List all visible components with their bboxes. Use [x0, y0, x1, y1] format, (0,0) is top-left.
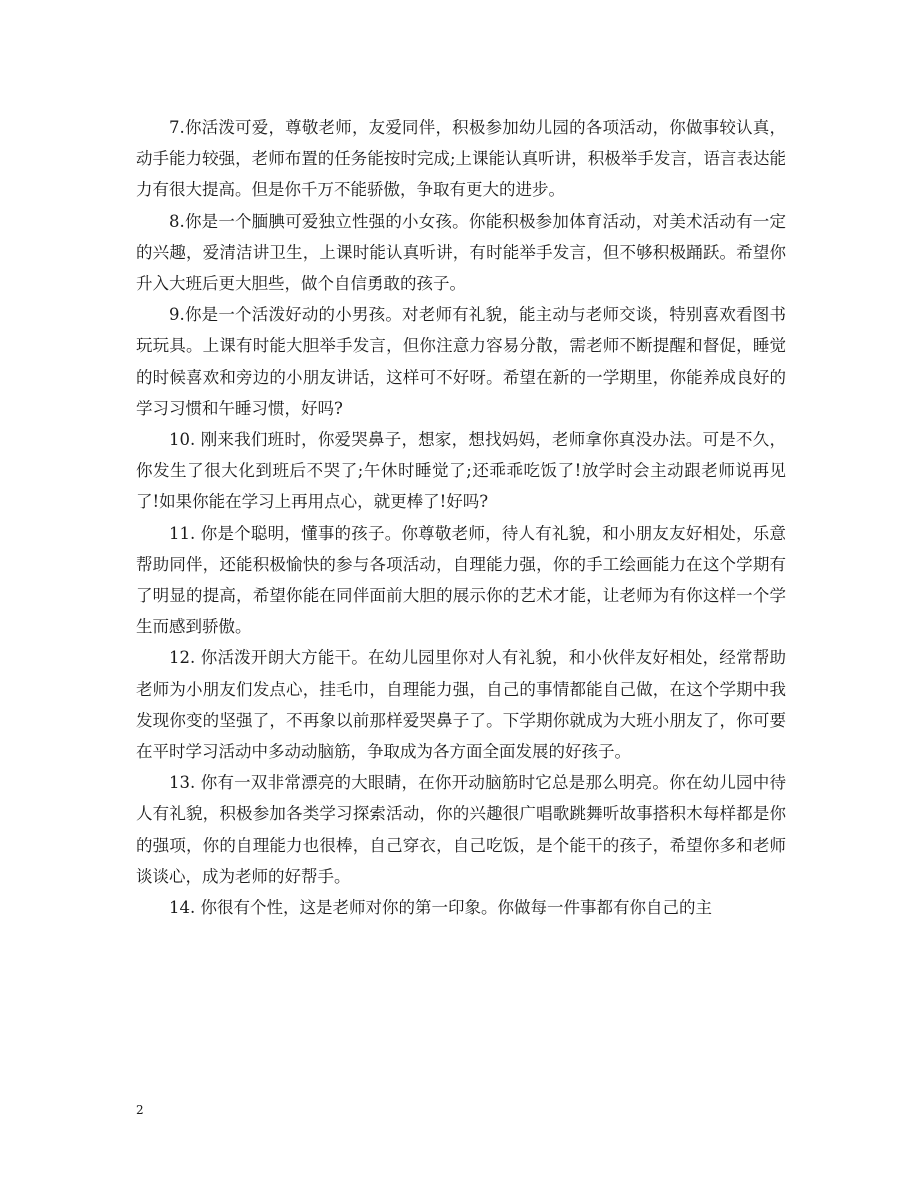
paragraph-9: 9.你是一个活泼好动的小男孩。对老师有礼貌，能主动与老师交谈，特别喜欢看图书玩玩具。上课有时能大胆举手发言，但你注意力容易分散，需老师不断提醒和督促，睡觉的时候喜欢和旁边的小朋友讲话，这样可不好呀。希望在新的一学期里，你能养成良好的学习习惯和午睡习惯，好吗?	[136, 305, 786, 418]
document-body	[136, 112, 786, 923]
paragraph-7: 7.你活泼可爱，尊敬老师，友爱同伴，积极参加幼儿园的各项活动，你做事较认真，动手能力较强，老师布置的任务能按时完成;上课能认真听讲，积极举手发言，语言表达能力有很大提高。但是你千万不能骄傲，争取有更大的进步。	[136, 118, 786, 200]
paragraph-10: 10. 刚来我们班时，你爱哭鼻子，想家，想找妈妈，老师拿你真没办法。可是不久，你发生了很大化到班后不哭了;午休时睡觉了;还乖乖吃饭了!放学时会主动跟老师说再见了!如果你能在学习上再用点心，就更棒了!好吗?	[136, 430, 786, 512]
page-number: 2	[136, 1103, 144, 1117]
paragraph-13: 13. 你有一双非常漂亮的大眼睛，在你开动脑筋时它总是那么明亮。你在幼儿园中待人有礼貌，积极参加各类学习探索活动，你的兴趣很广唱歌跳舞听故事搭积木每样都是你的强项，你的自理能力也很棒，自己穿衣，自己吃饭，是个能干的孩子，希望你多和老师谈谈心，成为老师的好帮手。	[136, 773, 786, 886]
paragraph-14: 14. 你很有个性，这是老师对你的第一印象。你做每一件事都有你自己的主	[169, 898, 712, 918]
paragraph-11: 11. 你是个聪明，懂事的孩子。你尊敬老师，待人有礼貌，和小朋友友好相处，乐意帮助同伴，还能积极愉快的参与各项活动，自理能力强，你的手工绘画能力在这个学期有了明显的提高，希望你能在同伴面前大胆的展示你的艺术才能，让老师为有你这样一个学生而感到骄傲。	[136, 523, 786, 637]
paragraph-8: 8.你是一个腼腆可爱独立性强的小女孩。你能积极参加体育活动，对美术活动有一定的兴趣，爱清洁讲卫生，上课时能认真听讲，有时能举手发言，但不够积极踊跃。希望你升入大班后更大胆些，做个自信勇敢的孩子。	[136, 211, 786, 294]
paragraph-12: 12. 你活泼开朗大方能干。在幼儿园里你对人有礼貌，和小伙伴友好相处，经常帮助老师为小朋友们发点心，挂毛巾，自理能力强，自己的事情都能自己做，在这个学期中我发现你变的坚强了，不再象以前那样爱哭鼻子了。下学期你就成为大班小朋友了，你可要在平时学习活动中多动动脑筋，争取成为各方面全面发展的好孩子。	[136, 648, 786, 762]
